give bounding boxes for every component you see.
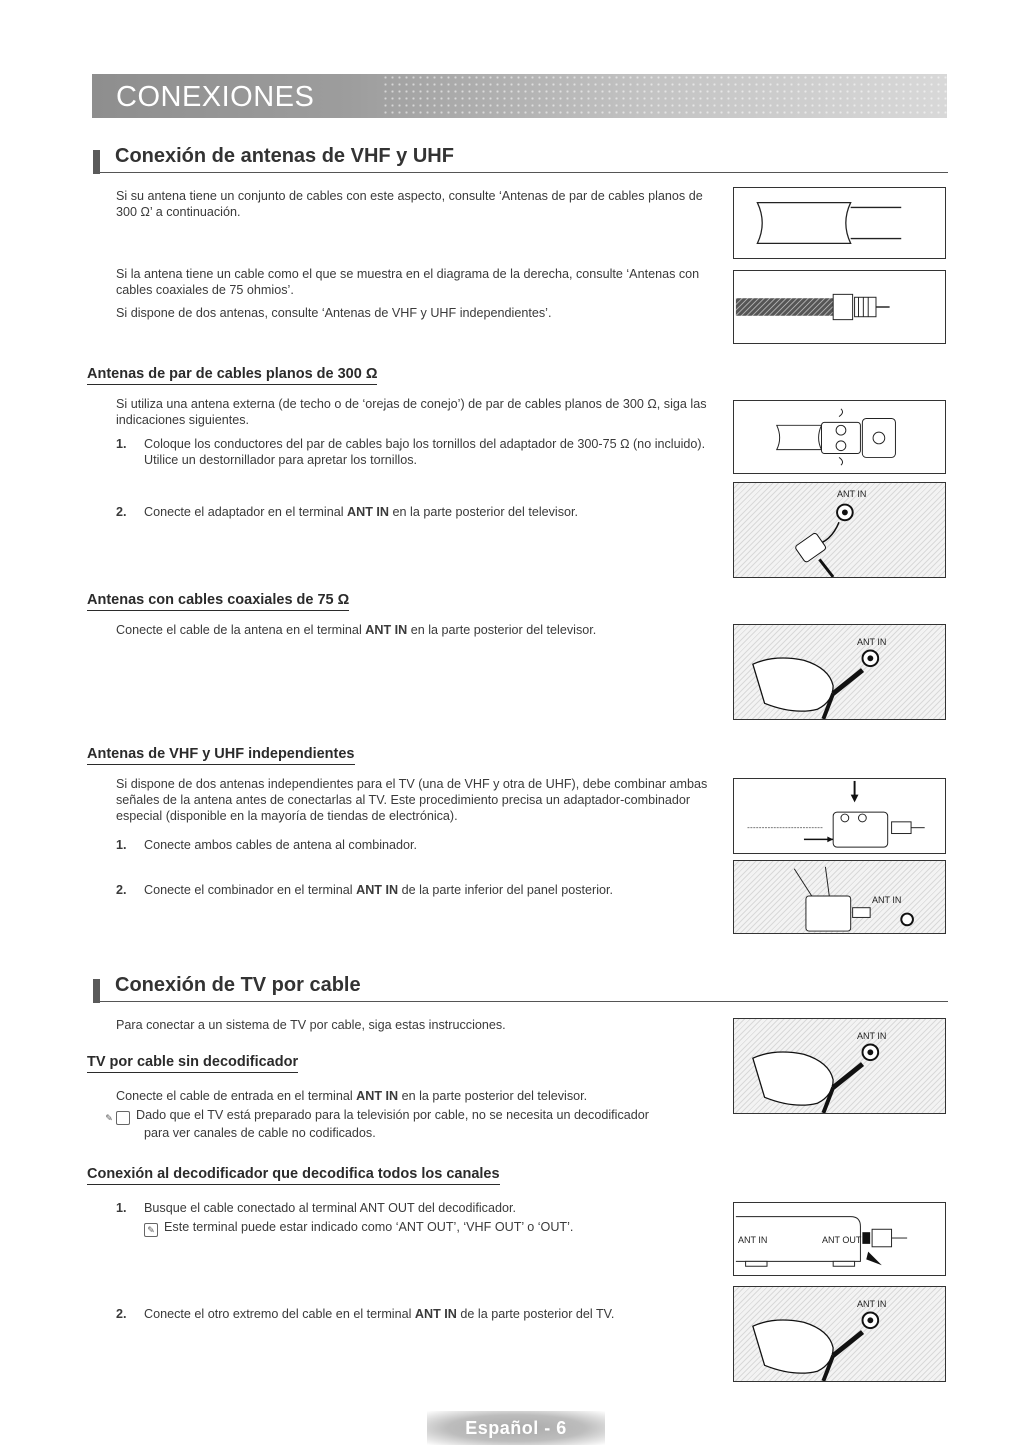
step-text: Conecte el combinador en el terminal <box>144 883 357 897</box>
step-sep-2 <box>116 882 706 898</box>
step-sep-1 <box>116 837 706 853</box>
step-number: 1. <box>116 437 127 451</box>
figure-adapter-ant-in <box>733 482 946 578</box>
terminal-name: ANT IN <box>347 505 390 519</box>
intro-cable-tv: Para conectar a un sistema de TV por cable, siga estas instrucciones. <box>116 1018 506 1032</box>
ant-in-label: ANT IN <box>872 895 902 905</box>
step-number: 2. <box>116 505 127 519</box>
subheading-75-ohm: Antenas con cables coaxiales de 75 Ω <box>87 592 349 611</box>
ant-in-label: ANT IN <box>837 489 867 499</box>
step-text: Conecte el adaptador en el terminal <box>144 505 348 519</box>
intro-flat-cable: Si su antena tiene un conjunto de cables con este aspecto, consulte ‘Antenas de par de cables planos de 300 Ω’ a continuación. <box>116 189 703 219</box>
section-marker <box>93 150 100 174</box>
step-300-1 <box>116 436 706 468</box>
text: en la parte posterior del televisor. <box>407 623 597 637</box>
figure-decoder-ant-in <box>733 1286 946 1382</box>
step-text: Conecte el otro extremo del cable en el terminal <box>144 1307 415 1321</box>
ant-in-label: ANT IN <box>857 1299 887 1309</box>
figure-coax-ant-in <box>733 624 946 720</box>
chapter-banner <box>92 74 947 118</box>
step-number: 1. <box>116 838 127 852</box>
figure-coaxial-cable <box>733 270 946 344</box>
section-title: Conexión de TV por cable <box>115 974 361 996</box>
page-number: Español - 6 <box>465 1418 567 1438</box>
figure-adapter <box>733 400 946 474</box>
text: en la parte posterior del televisor. <box>398 1089 588 1103</box>
ant-out-label: ANT OUT <box>822 1235 862 1245</box>
step-number: 2. <box>116 883 127 897</box>
step-number: 1. <box>116 1201 127 1215</box>
note-no-decoder <box>105 1107 676 1141</box>
subheading-separate-antennas: Antenas de VHF y UHF independientes <box>87 746 355 765</box>
text: Conecte el cable de la antena en el terminal <box>116 623 366 637</box>
page-footer <box>427 1411 605 1445</box>
note-decoder <box>144 1219 704 1237</box>
step-number: 2. <box>116 1307 127 1321</box>
figure-combiner-ant-in <box>733 860 946 934</box>
terminal-name: ANT IN <box>365 623 408 637</box>
section-heading-cable-tv <box>93 974 948 1002</box>
section-title: Conexión de antenas de VHF y UHF <box>115 145 454 167</box>
ant-in-label: ANT IN <box>857 637 887 647</box>
text-separate-antennas: Si dispone de dos antenas independientes para el TV (una de VHF y otra de UHF), debe combinar ambas señales de la antena antes de conectarlas al TV. Este procedimiento precisa un adaptador-combinador especial (disponible en la mayoría de tiendas de electrónica). <box>116 777 708 823</box>
chapter-title: CONEXIONES <box>116 81 315 113</box>
subheading-300-ohm: Antenas de par de cables planos de 300 Ω <box>87 366 377 385</box>
step-text: de la parte posterior del TV. <box>456 1307 615 1321</box>
intro-coaxial: Si la antena tiene un cable como el que se muestra en el diagrama de la derecha, consulte ‘Antenas con cables coaxiales de 75 ohmios’. <box>116 267 700 297</box>
subheading-no-decoder: TV por cable sin decodificador <box>87 1054 298 1073</box>
step-text: en la parte posterior del televisor. <box>389 505 579 519</box>
note-text: Dado que el TV está preparado para la televisión por cable, no se necesita un decodificador para ver canales de cable no codificados. <box>136 1108 649 1140</box>
figure-combiner <box>733 778 946 854</box>
step-text: de la parte inferior del panel posterior. <box>398 883 614 897</box>
text-no-decoder <box>116 1088 721 1104</box>
note-icon: ✎ <box>116 1111 130 1125</box>
terminal-name: ANT IN <box>356 883 399 897</box>
terminal-name: ANT IN <box>356 1089 399 1103</box>
step-300-2 <box>116 504 706 520</box>
section-heading-antennas <box>93 145 948 173</box>
step-dec-2 <box>116 1306 706 1322</box>
figure-decoder <box>733 1202 946 1276</box>
section-marker <box>93 979 100 1003</box>
text-300-ohm: Si utiliza una antena externa (de techo o de ‘orejas de conejo’) de par de cables planos de 300 Ω, siga las indicaciones siguientes. <box>116 397 707 427</box>
note-icon: ✎ <box>144 1223 158 1237</box>
text: Conecte el cable de entrada en el terminal <box>116 1089 357 1103</box>
ant-in-label: ANT IN <box>857 1031 887 1041</box>
step-text: Conecte ambos cables de antena al combinador. <box>144 838 418 852</box>
intro-two-antennas: Si dispone de dos antenas, consulte ‘Antenas de VHF y UHF independientes’. <box>116 306 552 320</box>
step-dec-1 <box>116 1200 706 1216</box>
terminal-name: ANT IN <box>414 1307 457 1321</box>
step-text: Busque el cable conectado al terminal ANT OUT del decodificador. <box>144 1201 516 1215</box>
ant-in-label: ANT IN <box>738 1235 768 1245</box>
note-text: Este terminal puede estar indicado como ‘ANT OUT’, ‘VHF OUT’ o ‘OUT’. <box>164 1220 574 1234</box>
figure-cable-ant-in <box>733 1018 946 1114</box>
text-75-ohm <box>116 622 721 638</box>
step-text: Coloque los conductores del par de cables bajo los tornillos del adaptador de 300-75 Ω (no incluido). Utilice un destornillador para apretar los tornillos. <box>144 437 706 467</box>
subheading-decoder: Conexión al decodificador que decodifica todos los canales <box>87 1166 500 1185</box>
figure-flat-cable <box>733 187 946 259</box>
